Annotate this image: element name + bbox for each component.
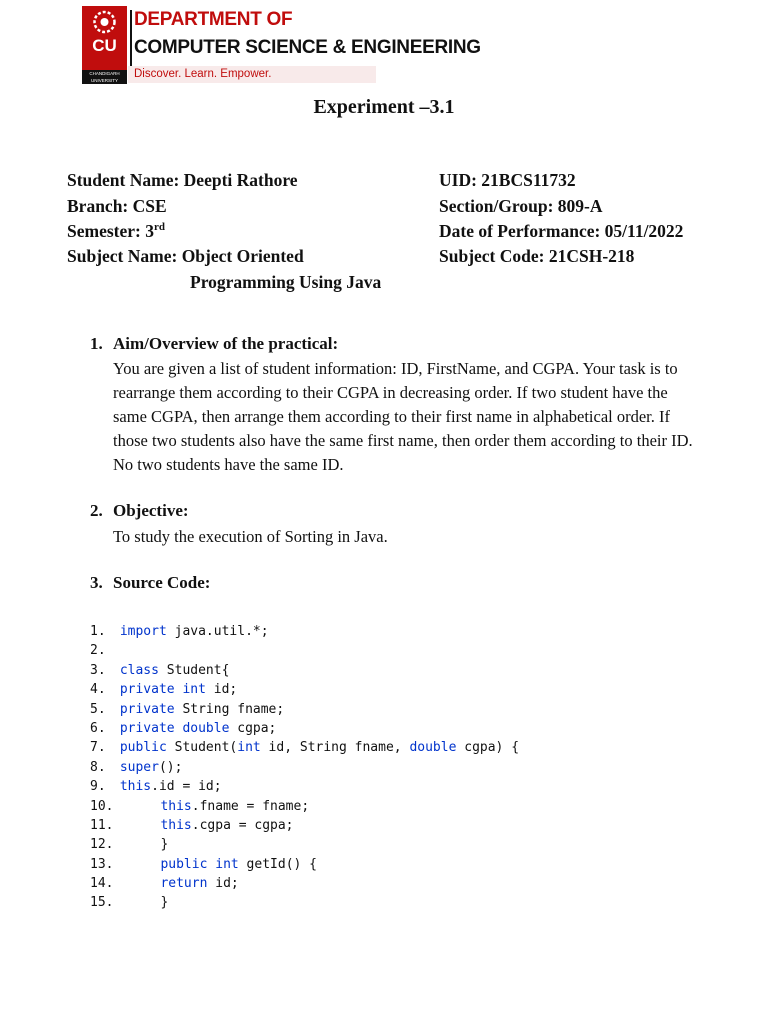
code-line — [90, 641, 690, 660]
branch: Branch: CSE — [67, 196, 167, 216]
code-text — [112, 740, 120, 755]
code-text: Student( — [166, 740, 238, 756]
code-line — [90, 797, 690, 816]
code-line — [90, 835, 690, 854]
line-number: 6. — [90, 720, 106, 736]
aim-number: 1. — [90, 334, 103, 353]
code-text: String fname; — [174, 701, 285, 717]
code-keyword: int — [237, 740, 261, 756]
line-number: 15. — [90, 895, 114, 911]
code-text — [113, 876, 160, 891]
code-text: .fname = fname; — [191, 798, 310, 814]
aim-title: Aim/Overview of the practical: — [113, 334, 339, 353]
code-text: } — [113, 837, 169, 853]
code-keyword: public — [160, 856, 208, 872]
code-line — [90, 680, 690, 699]
line-number: 12. — [90, 837, 114, 853]
objective-text: To study the execution of Sorting in Java. — [113, 527, 388, 546]
department-line-2: COMPUTER SCIENCE & ENGINEERING — [134, 37, 481, 58]
line-number: 1. — [90, 624, 106, 639]
code-line — [90, 622, 690, 641]
code-line — [90, 777, 690, 796]
code-keyword: public — [119, 740, 167, 756]
code-text — [112, 760, 120, 775]
code-keyword: double — [409, 740, 457, 756]
code-keyword: private — [119, 701, 175, 717]
date-of-performance: Date of Performance: 05/11/2022 — [439, 221, 684, 241]
cu-emblem-icon — [82, 6, 127, 84]
code-keyword: int — [215, 856, 239, 872]
gear-emblem-icon — [82, 6, 127, 36]
code-line — [90, 855, 690, 874]
code-text: .id = id; — [151, 779, 222, 795]
code-text — [113, 857, 160, 872]
line-number: 11. — [90, 817, 114, 833]
code-keyword: private — [119, 682, 175, 698]
code-text — [113, 799, 160, 814]
department-line-1: DEPARTMENT OF — [134, 9, 293, 30]
objective-number: 2. — [90, 501, 103, 520]
code-keyword: import — [119, 624, 167, 639]
experiment-title: Experiment –3.1 — [313, 96, 455, 118]
semester-text: Semester: 3 — [67, 221, 154, 241]
section-group: Section/Group: 809-A — [439, 196, 603, 216]
code-keyword: return — [160, 876, 208, 892]
code-text — [112, 682, 120, 697]
code-listing — [90, 622, 690, 913]
code-text — [112, 721, 120, 736]
code-text: java.util.*; — [166, 624, 269, 639]
student-uid: UID: 21BCS11732 — [439, 170, 576, 190]
logo-cu-text: CU — [92, 36, 117, 55]
code-keyword: int — [182, 682, 206, 698]
code-keyword: private — [119, 720, 175, 736]
code-text: id, String fname, — [260, 740, 410, 756]
code-text — [112, 779, 120, 794]
line-number: 4. — [90, 682, 106, 698]
objective-title: Objective: — [113, 501, 189, 520]
code-keyword: super — [119, 759, 159, 775]
code-text — [113, 818, 160, 833]
source-code-title: Source Code: — [113, 573, 211, 592]
tagline: Discover. Learn. Empower. — [128, 66, 376, 83]
code-text — [112, 624, 120, 639]
logo-university-text: CHANDIGARH UNIVERSITY — [82, 70, 127, 84]
code-keyword: double — [182, 720, 230, 736]
line-number: 10. — [90, 798, 114, 814]
line-number: 2. — [90, 643, 106, 659]
code-line — [90, 719, 690, 738]
line-number: 5. — [90, 701, 106, 717]
code-text — [112, 663, 120, 678]
code-line — [90, 874, 690, 893]
code-line — [90, 758, 690, 777]
semester-suffix: rd — [153, 221, 165, 234]
code-text: Student{ — [158, 662, 230, 678]
objective-heading — [90, 501, 189, 521]
line-number: 8. — [90, 759, 106, 775]
code-text — [112, 702, 120, 717]
code-text: cgpa) { — [456, 740, 520, 756]
code-keyword: this — [160, 798, 192, 814]
code-keyword: this — [119, 779, 152, 795]
subject-name: Subject Name: Object Oriented — [67, 246, 304, 266]
source-code-number: 3. — [90, 573, 103, 592]
aim-text: You are given a list of student information: ID, FirstName, and CGPA. Your task is to rearrange them according to their CGPA in decreasing order. If two student have the same CGPA, then arrange them according to their first name in alphabetical order. If those two students also have the same first name, then order them according to their ID. No two students have the same ID. — [113, 359, 693, 474]
code-text: .cgpa = cgpa; — [191, 817, 294, 833]
aim-heading — [90, 334, 338, 354]
subject-code: Subject Code: 21CSH-218 — [439, 246, 635, 266]
line-number: 9. — [90, 779, 106, 795]
subject-name-continued: Programming Using Java — [190, 272, 382, 292]
code-line — [90, 661, 690, 680]
line-number: 7. — [90, 740, 106, 756]
line-number: 14. — [90, 876, 114, 892]
code-line — [90, 893, 690, 912]
source-code-heading — [90, 573, 210, 593]
code-text: id; — [207, 876, 239, 892]
student-name: Student Name: Deepti Rathore — [67, 170, 298, 190]
code-keyword: class — [119, 662, 159, 678]
line-number: 13. — [90, 856, 114, 872]
line-number: 3. — [90, 662, 106, 678]
code-keyword: this — [160, 817, 192, 833]
code-text: } — [113, 895, 169, 911]
code-line — [90, 700, 690, 719]
university-logo — [82, 6, 481, 84]
code-text: getId() { — [238, 856, 318, 872]
semester — [67, 221, 165, 242]
code-line — [90, 738, 690, 757]
code-text: cgpa; — [229, 720, 277, 736]
code-text: (); — [158, 759, 183, 775]
code-line — [90, 816, 690, 835]
code-text: id; — [205, 682, 238, 698]
